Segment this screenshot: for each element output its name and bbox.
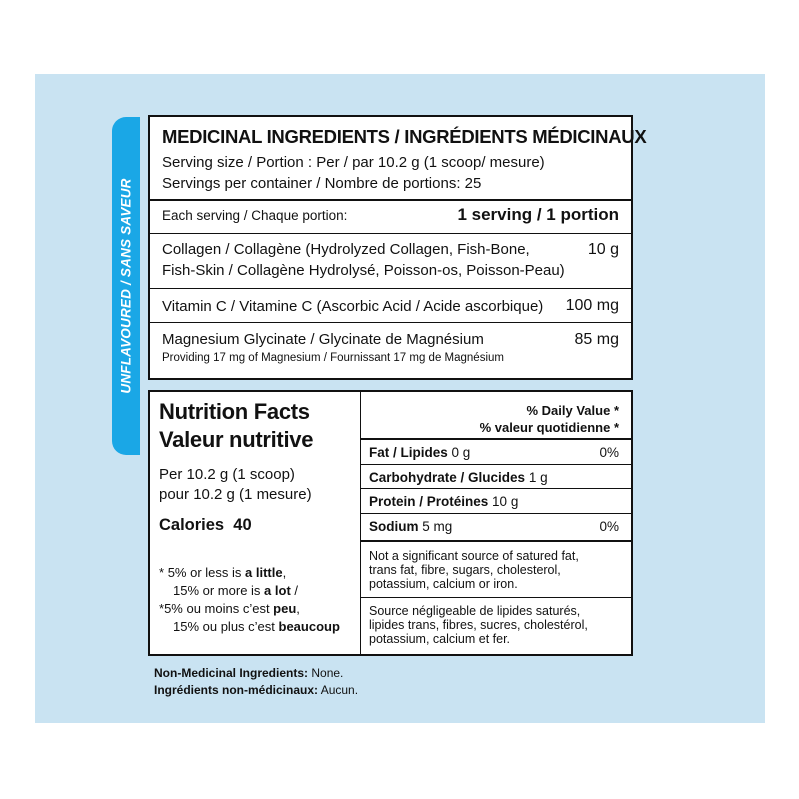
non-medicinal-fr: Ingrédients non-médicinaux: Aucun.: [154, 683, 359, 697]
divider: [150, 199, 631, 201]
divider: [360, 464, 631, 465]
calories-value: 40: [233, 516, 252, 534]
each-serving-value: 1 serving / 1 portion: [457, 205, 619, 224]
nutrient-dv: 0%: [599, 519, 619, 534]
divider: [150, 322, 631, 323]
divider: [360, 438, 631, 440]
nutrient-row: Protein / Protéines 10 g: [369, 494, 519, 509]
nutrient-row: Carbohydrate / Glucides 1 g: [369, 470, 548, 485]
column-divider: [360, 392, 361, 654]
nutrition-title-en: Nutrition Facts: [159, 399, 310, 424]
flavour-tab-label: UNFLAVOURED / SANS SAVEUR: [118, 178, 134, 394]
ingredient-name-cont: Fish-Skin / Collagène Hydrolysé, Poisson-os, Poisson-Peau): [162, 262, 565, 279]
calories-row: [159, 517, 252, 534]
medicinal-title: MEDICINAL INGREDIENTS / INGRÉDIENTS MÉDICINAUX: [162, 126, 647, 147]
footnote: [159, 564, 340, 636]
flavour-tab: [112, 117, 140, 455]
footnote-line: 15% ou plus c’est beaucoup: [173, 619, 340, 634]
divider: [150, 288, 631, 289]
divider: [360, 540, 631, 542]
divider: [150, 233, 631, 234]
ingredient-name: Collagen / Collagène (Hydrolyzed Collagen, Fish-Bone,: [162, 241, 530, 258]
ingredient-name: Magnesium Glycinate / Glycinate de Magnésium: [162, 331, 484, 348]
per-serving-fr: pour 10.2 g (1 mesure): [159, 486, 312, 503]
medicinal-ingredients-panel: [148, 115, 647, 380]
divider: [360, 488, 631, 489]
per-serving-en: Per 10.2 g (1 scoop): [159, 466, 295, 483]
not-significant-en: Not a significant source of satured fat, trans fat, fibre, sugars, cholesterol, potassium, calcium or iron.: [369, 549, 579, 591]
each-serving-label: Each serving / Chaque portion:: [162, 208, 348, 223]
not-significant-fr: Source négligeable de lipides saturés, lipides trans, fibres, sucres, cholestérol, potassium, calcium et fer.: [369, 604, 588, 646]
nutrition-facts-panel: [148, 390, 633, 656]
ingredient-amount: 10 g: [587, 241, 619, 258]
footnote-line: *5% ou moins c’est peu,: [159, 601, 300, 616]
divider: [360, 513, 631, 514]
daily-value-fr: % valeur quotidienne *: [479, 420, 619, 435]
daily-value-en: % Daily Value *: [526, 403, 619, 418]
nutrient-dv: 0%: [599, 445, 619, 460]
calories-label: Calories: [159, 516, 225, 534]
nutrient-row: Fat / Lipides 0 g: [369, 445, 471, 460]
non-medicinal-en: Non-Medicinal Ingredients: None.: [154, 666, 344, 680]
ingredient-note: Providing 17 mg of Magnesium / Fournissant 17 mg de Magnésium: [162, 352, 504, 364]
divider: [360, 597, 631, 598]
servings-per-container: Servings per container / Nombre de portions: 25: [162, 175, 482, 192]
serving-size: Serving size / Portion : Per / par 10.2 g (1 scoop/ mesure): [162, 154, 545, 171]
nutrition-title-fr: Valeur nutritive: [159, 427, 314, 452]
nutrient-row: Sodium 5 mg: [369, 519, 453, 534]
footnote-line: 15% or more is a lot /: [173, 583, 299, 598]
ingredient-amount: 85 mg: [574, 331, 619, 348]
footnote-line: * 5% or less is a little,: [159, 565, 287, 580]
ingredient-name: Vitamin C / Vitamine C (Ascorbic Acid / Acide ascorbique): [162, 298, 544, 315]
ingredient-amount: 100 mg: [565, 297, 619, 314]
